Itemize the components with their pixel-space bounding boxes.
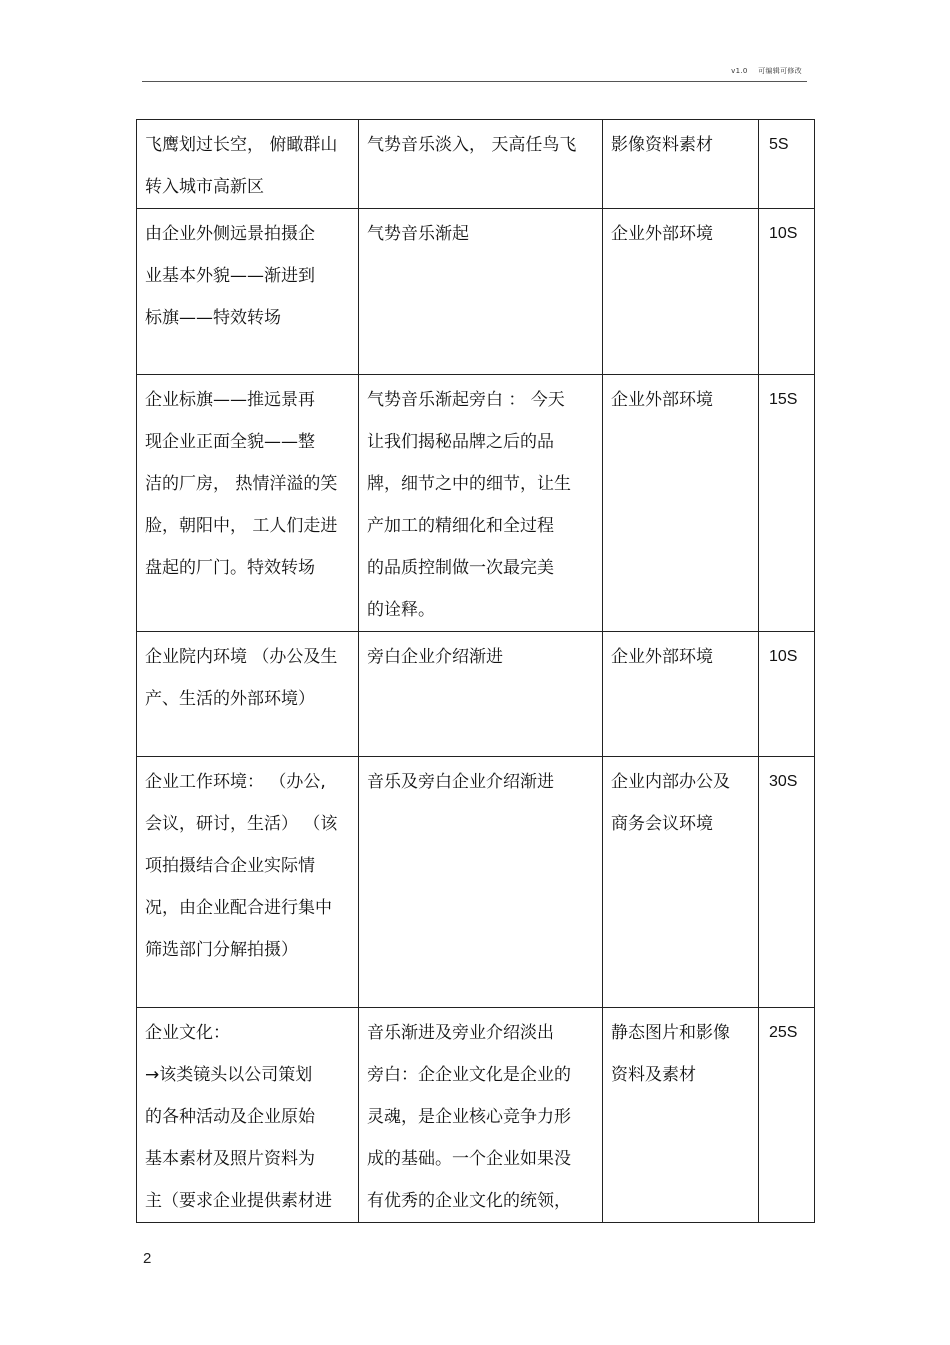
table-row — [137, 632, 815, 757]
audio-cell: 音乐渐进及旁业介绍淡出 旁白：企企业文化是企业的 灵魂，是企业核心竞争力形 成的基础。一个企业如果没 有优秀的企业文化的统领， — [359, 1008, 603, 1223]
material-cell: 企业外部环境 — [603, 375, 759, 632]
material-cell: 企业内部办公及 商务会议环境 — [603, 757, 759, 1008]
duration-cell: 30S — [759, 757, 815, 1008]
table-row — [137, 375, 815, 632]
scene-cell: 企业院内环境 （办公及生 产、生活的外部环境） — [137, 632, 359, 757]
duration-cell: 10S — [759, 209, 815, 375]
duration-cell: 5S — [759, 120, 815, 209]
editable-note: 可编辑可修改 — [758, 67, 802, 75]
storyboard-table — [136, 119, 815, 1223]
scene-cell: 企业文化： →该类镜头以公司策划 的各种活动及企业原始 基本素材及照片资料为 主（要求企业提供素材进 — [137, 1008, 359, 1223]
duration-cell: 25S — [759, 1008, 815, 1223]
version-label: v1.0 — [731, 67, 748, 75]
table-row — [137, 209, 815, 375]
table-row — [137, 1008, 815, 1223]
page-number: 2 — [143, 1250, 152, 1267]
table-row — [137, 120, 815, 209]
scene-cell: 企业标旗——推远景再 现企业正面全貌——整 洁的厂房， 热情洋溢的笑 脸，朝阳中， 工人们走进 盘起的厂门。特效转场 — [137, 375, 359, 632]
audio-cell: 气势音乐渐起 — [359, 209, 603, 375]
audio-cell: 气势音乐淡入， 天高任鸟飞 — [359, 120, 603, 209]
audio-cell: 旁白企业介绍渐进 — [359, 632, 603, 757]
material-cell: 企业外部环境 — [603, 632, 759, 757]
scene-cell: 飞鹰划过长空， 俯瞰群山 转入城市高新区 — [137, 120, 359, 209]
header-divider — [142, 81, 807, 82]
scene-cell: 企业工作环境： （办公, 会议，研讨，生活） （该 项拍摄结合企业实际情 况，由企业配合进行集中 筛选部门分解拍摄） — [137, 757, 359, 1008]
audio-cell: 气势音乐渐起旁白 ： 今天 让我们揭秘品牌之后的品 牌，细节之中的细节，让生 产加工的精细化和全过程 的品质控制做一次最完美 的诠释。 — [359, 375, 603, 632]
scene-cell: 由企业外侧远景拍摄企 业基本外貌——渐进到 标旗——特效转场 — [137, 209, 359, 375]
page-header — [723, 66, 802, 76]
duration-cell: 10S — [759, 632, 815, 757]
table-row — [137, 757, 815, 1008]
duration-cell: 15S — [759, 375, 815, 632]
material-cell: 企业外部环境 — [603, 209, 759, 375]
material-cell: 静态图片和影像 资料及素材 — [603, 1008, 759, 1223]
material-cell: 影像资料素材 — [603, 120, 759, 209]
audio-cell: 音乐及旁白企业介绍渐进 — [359, 757, 603, 1008]
